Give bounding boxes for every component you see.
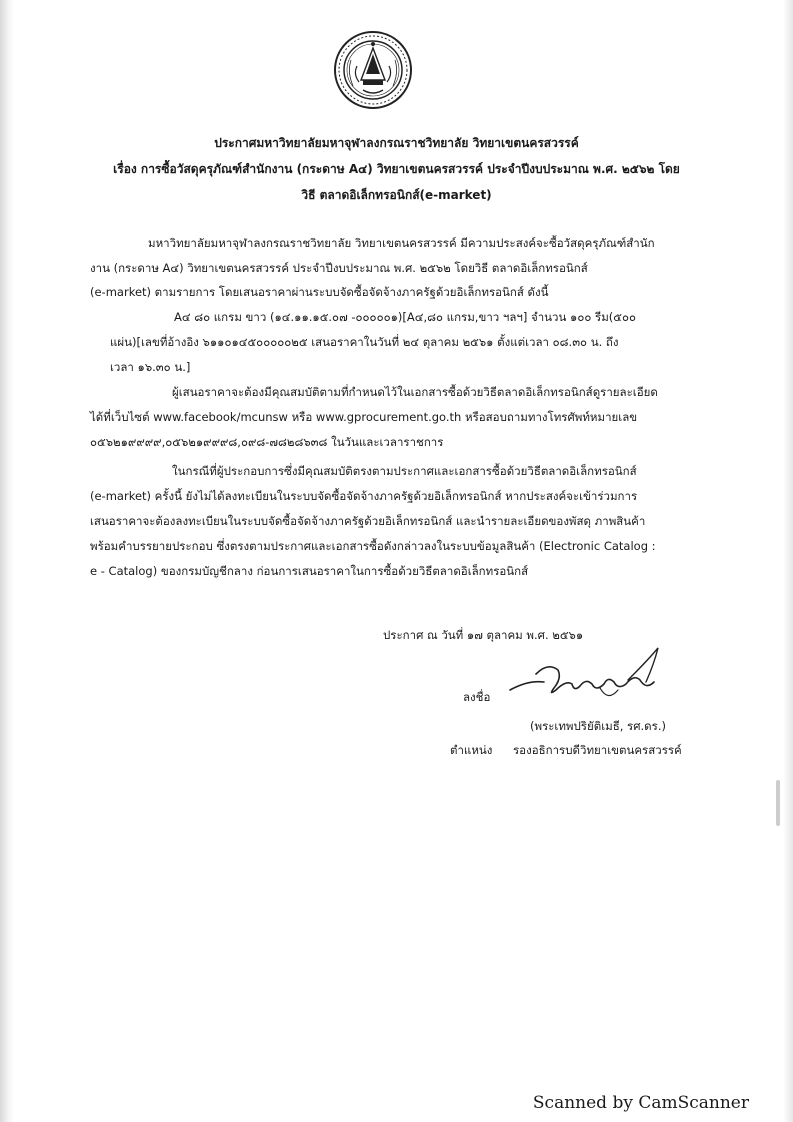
signatory-position: รองอธิการบดีวิทยาเขตนครสวรรค์ (513, 743, 682, 757)
paragraph-2-line-1: ผู้เสนอราคาจะต้องมีคุณสมบัติตามที่กำหนดไว้ในเอกสารซื้อด้วยวิธีตลาดอิเล็กทรอนิกส์ดูรายละเอียด (172, 385, 658, 399)
paragraph-1-line-1: มหาวิทยาลัยมหาจุฬาลงกรณราชวิทยาลัย วิทยาเขตนครสวรรค์ มีความประสงค์จะซื้อวัสดุครุภัณฑ์สำนัก (148, 236, 655, 250)
paragraph-1-line-3: (e-market) ตามรายการ โดยเสนอราคาผ่านระบบจัดซื้อจัดจ้างภาครัฐด้วยอิเล็กทรอนิกส์ ดังนี้ (90, 285, 549, 299)
position-label: ตำแหน่ง (450, 743, 493, 757)
announcement-title: ประกาศมหาวิทยาลัยมหาจุฬาลงกรณราชวิทยาลัย วิทยาเขตนครสวรรค์ (214, 136, 579, 150)
scan-edge-right (783, 0, 793, 1122)
paragraph-3-line-3: เสนอราคาจะต้องลงทะเบียนในระบบจัดซื้อจัดจ้างภาครัฐด้วยอิเล็กทรอนิกส์ และนำรายละเอียดของพัสดุ ภาพสินค้า (90, 514, 646, 528)
item-line-1: A๔ ๘๐ แกรม ขาว (๑๔.๑๑.๑๕.๐๗ -๐๐๐๐๐๑)[A๔,๘๐ แกรม,ขาว ฯลฯ] จำนวน ๑๐๐ รีม(๕๐๐ (174, 310, 636, 324)
paragraph-3-line-5: e - Catalog) ของกรมบัญชีกลาง ก่อนการเสนอราคาในการซื้อด้วยวิธีตลาดอิเล็กทรอนิกส์ (90, 564, 529, 578)
university-seal-icon (333, 30, 413, 110)
paragraph-3-line-2: (e-market) ครั้งนี้ ยังไม่ได้ลงทะเบียนในระบบจัดซื้อจัดจ้างภาครัฐด้วยอิเล็กทรอนิกส์ หากประสงค์จะเข้าร่วมการ (90, 489, 638, 503)
paragraph-3-line-4: พร้อมคำบรรยายประกอบ ซึ่งตรงตามประกาศและเอกสารซื้อดังกล่าวลงในระบบข้อมูลสินค้า (Electronic Catalog : (90, 539, 656, 553)
item-line-3: เวลา ๑๖.๓๐ น.] (110, 360, 191, 374)
signatory-name: (พระเทพปริยัติเมธี, รศ.ดร.) (530, 719, 666, 733)
paragraph-2-line-2: ได้ที่เว็บไซต์ www.facebook/mcunsw หรือ www.gprocurement.go.th หรือสอบถามทางโทรศัพท์หมายเลข (90, 410, 638, 424)
scan-artifact (776, 780, 780, 826)
scan-edge-left (0, 0, 14, 1122)
paragraph-1-line-2: งาน (กระดาษ A๔) วิทยาเขตนครสวรรค์ ประจำปีงบประมาณ พ.ศ. ๒๕๖๒ โดยวิธี ตลาดอิเล็กทรอนิกส์ (90, 261, 588, 275)
paragraph-3-line-1: ในกรณีที่ผู้ประกอบการซึ่งมีคุณสมบัติตรงตามประกาศและเอกสารซื้อด้วยวิธีตลาดอิเล็กทรอนิกส์ (172, 464, 637, 478)
handwritten-signature (508, 640, 678, 712)
sign-label: ลงชื่อ (463, 690, 491, 704)
subject-line: เรื่อง การซื้อวัสดุครุภัณฑ์สำนักงาน (กระดาษ A๔) วิทยาเขตนครสวรรค์ ประจำปีงบประมาณ พ.ศ. ๒๕๖๒ โดย (113, 162, 680, 176)
camscanner-watermark: Scanned by CamScanner (532, 1093, 749, 1113)
item-line-2: แผ่น)[เลขที่อ้างอิง ๖๑๑๐๑๔๕๐๐๐๐๐๒๕ เสนอราคาในวันที่ ๒๔ ตุลาคม ๒๕๖๑ ตั้งแต่เวลา ๐๘.๓๐ น. ถึง (110, 335, 619, 349)
subject-line-continued: วิธี ตลาดอิเล็กทรอนิกส์(e-market) (301, 188, 492, 202)
paragraph-2-line-3: ๐๕๖๒๑๙๙๙๙,๐๕๖๒๑๙๙๙๘,๐๙๘-๗๘๒๘๖๓๘ ในวันและเวลาราชการ (90, 435, 444, 449)
announcement-date: ประกาศ ณ วันที่ ๑๗ ตุลาคม พ.ศ. ๒๕๖๑ (383, 628, 584, 642)
